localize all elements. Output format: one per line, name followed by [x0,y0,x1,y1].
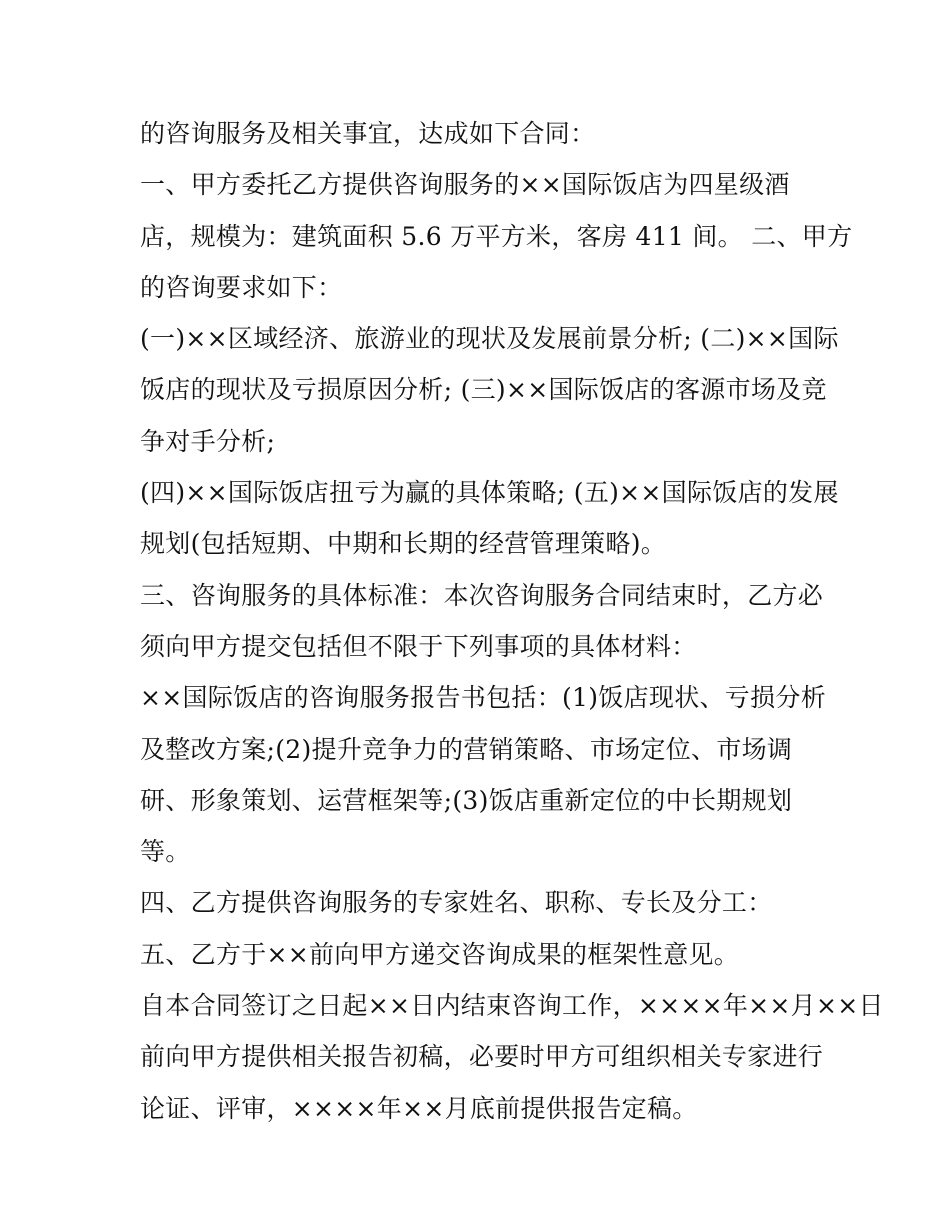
text-line: ××国际饭店的咨询服务报告书包括：(1)饭店现状、亏损分析 [140,683,827,713]
text-line: 须向甲方提交包括但不限于下列事项的具体材料： [140,631,697,661]
text-line: 的咨询服务及相关事宜，达成如下合同： [140,119,596,148]
text-line: 三、咨询服务的具体标准：本次咨询服务合同结束时，乙方必 [140,580,824,610]
text-line: 店，规模为：建筑面积 5.6 万平方米，客房 411 间。 二、甲方 [140,221,853,251]
text-line: 争对手分析; [140,426,276,456]
text-line: 等。 [140,837,191,867]
text-line: (一)××区域经济、旅游业的现状及发展前景分析; (二)××国际 [140,324,839,354]
text-line: 饭店的现状及亏损原因分析; (三)××国际饭店的客源市场及竞 [140,375,827,405]
contract-body [140,108,884,1134]
text-line: 的咨询要求如下： [140,272,343,302]
text-line: 研、形象策划、运营框架等;(3)饭店重新定位的中长期规划 [140,785,793,815]
text-line: 四、乙方提供咨询服务的专家姓名、职称、专长及分工： [140,888,773,918]
text-line: (四)××国际饭店扭亏为赢的具体策略; (五)××国际饭店的发展 [140,478,839,508]
text-line: 五、乙方于××前向甲方递交咨询成果的框架性意见。 [140,939,740,969]
text-line: 论证、评审，××××年××月底前提供报告定稿。 [140,1093,698,1123]
text-line: 自本合同签订之日起××日内结束咨询工作，××××年××月××日 [140,991,884,1021]
text-line: 一、甲方委托乙方提供咨询服务的××国际饭店为四星级酒 [140,170,790,200]
text-line: 规划(包括短期、中期和长期的经营管理策略)。 [140,529,667,559]
text-line: 前向甲方提供相关报告初稿，必要时甲方可组织相关专家进行 [140,1042,824,1072]
text-line: 及整改方案;(2)提升竞争力的营销策略、市场定位、市场调 [140,734,793,764]
